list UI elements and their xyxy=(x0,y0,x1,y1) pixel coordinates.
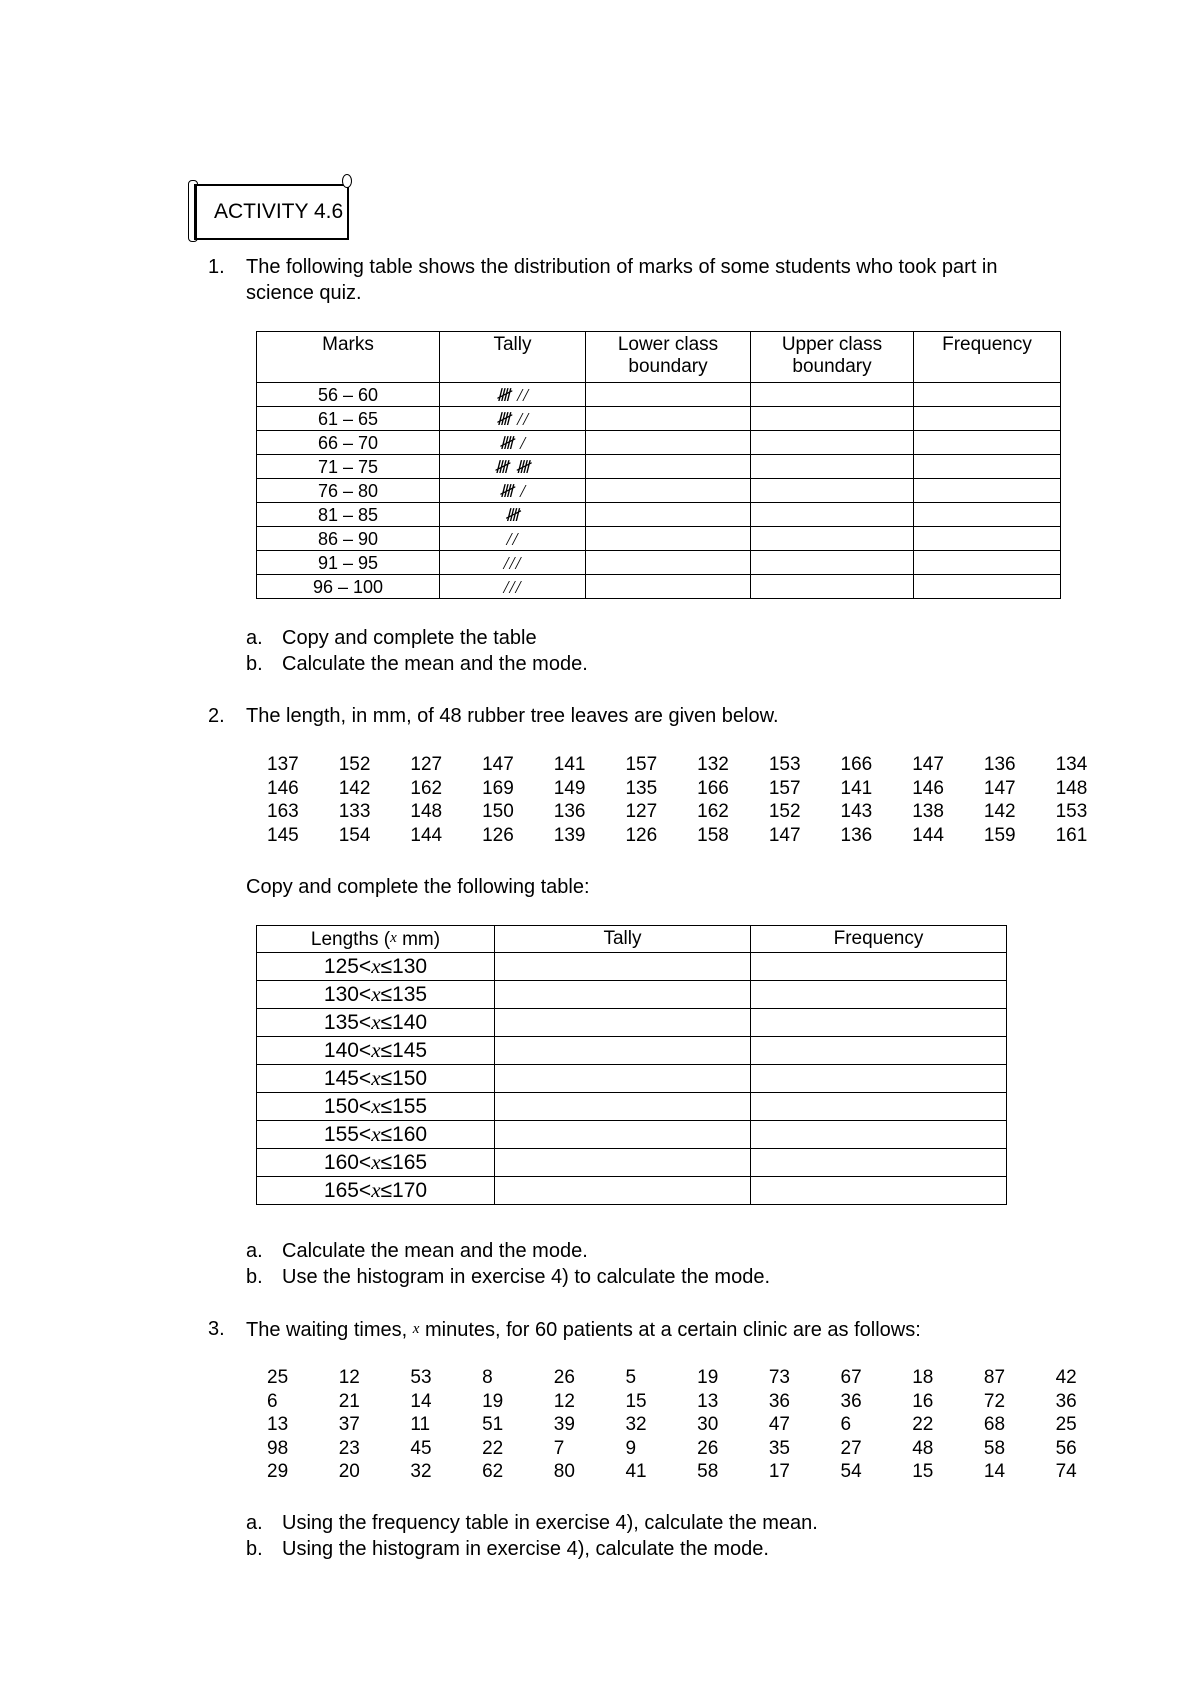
question-number: 1. xyxy=(208,256,225,278)
marks-cell: 61 – 65 xyxy=(257,407,440,431)
data-value: 15 xyxy=(625,1390,647,1412)
data-value: 73 xyxy=(768,1367,790,1388)
marks-cell: 66 – 70 xyxy=(257,431,440,455)
question-text-line1: The following table shows the distribution of marks of some students who took part in xyxy=(246,256,998,278)
data-value: 126 xyxy=(482,824,514,846)
empty-cell xyxy=(586,527,751,551)
data-value: 68 xyxy=(983,1414,1006,1435)
data-value: 169 xyxy=(482,777,514,799)
data-value: 19 xyxy=(482,1390,504,1412)
empty-cell xyxy=(751,383,914,407)
data-value: 5 xyxy=(625,1367,637,1388)
data-value: 148 xyxy=(410,801,443,822)
data-value: 150 xyxy=(482,801,514,822)
header-frequency: Frequency xyxy=(914,332,1061,383)
data-value: 29 xyxy=(267,1461,289,1482)
table-row xyxy=(257,981,1007,1009)
data-row xyxy=(267,1437,1127,1461)
data-value: 9 xyxy=(625,1437,637,1459)
empty-cell xyxy=(751,1037,1007,1065)
empty-cell xyxy=(495,1037,751,1065)
empty-cell xyxy=(751,575,914,599)
data-value: 138 xyxy=(912,801,944,822)
data-value: 6 xyxy=(840,1414,852,1435)
data-value: 127 xyxy=(625,801,658,822)
activity-banner xyxy=(188,178,354,243)
empty-cell xyxy=(751,431,914,455)
class-interval-cell: 135<x≤140 xyxy=(257,1009,495,1037)
q1-part-a xyxy=(246,625,537,651)
data-value: 166 xyxy=(840,754,873,775)
data-value: 11 xyxy=(410,1414,431,1435)
empty-cell xyxy=(751,1009,1007,1037)
data-value: 26 xyxy=(697,1437,719,1459)
data-value: 157 xyxy=(625,754,658,775)
table-row xyxy=(257,407,1061,431)
data-value: 15 xyxy=(912,1461,934,1482)
data-value: 51 xyxy=(482,1414,504,1435)
part-letter: b. xyxy=(246,653,263,675)
empty-cell xyxy=(586,455,751,479)
marks-cell: 81 – 85 xyxy=(257,503,440,527)
data-value: 14 xyxy=(983,1461,1006,1482)
table-row xyxy=(257,1149,1007,1177)
data-value: 98 xyxy=(267,1437,289,1459)
table-row xyxy=(257,479,1061,503)
table-row xyxy=(257,1009,1007,1037)
table-row xyxy=(257,551,1061,575)
marks-distribution-table xyxy=(256,331,1061,599)
empty-cell xyxy=(914,575,1061,599)
class-interval-cell: 125<x≤130 xyxy=(257,953,495,981)
part-text: Use the histogram in exercise 4) to calculate the mode. xyxy=(282,1266,771,1288)
question-2 xyxy=(208,703,1108,731)
header-lengths: Lengths (x mm) xyxy=(257,926,495,953)
header-frequency: Frequency xyxy=(751,926,1007,953)
empty-cell xyxy=(914,431,1061,455)
table-row xyxy=(257,383,1061,407)
data-value: 42 xyxy=(1055,1367,1077,1388)
data-value: 12 xyxy=(338,1367,360,1388)
data-value: 147 xyxy=(482,754,514,775)
data-value: 58 xyxy=(697,1461,719,1482)
data-value: 16 xyxy=(912,1390,934,1412)
question-3 xyxy=(208,1316,1108,1344)
data-value: 25 xyxy=(267,1367,289,1388)
data-value: 133 xyxy=(338,801,371,822)
empty-cell xyxy=(914,407,1061,431)
empty-cell xyxy=(751,479,914,503)
marks-cell: 91 – 95 xyxy=(257,551,440,575)
part-letter: a. xyxy=(246,1512,263,1534)
part-text: Using the frequency table in exercise 4), calculate the mean. xyxy=(282,1512,818,1534)
empty-cell xyxy=(751,981,1007,1009)
data-value: 166 xyxy=(697,777,729,799)
data-value: 22 xyxy=(482,1437,504,1459)
part-letter: b. xyxy=(246,1538,263,1560)
table-row xyxy=(257,455,1061,479)
tally-cell: 𝍸 𝍸 xyxy=(440,455,586,479)
class-interval-cell: 155<x≤160 xyxy=(257,1121,495,1149)
empty-cell xyxy=(586,575,751,599)
data-row xyxy=(267,1413,1127,1437)
data-value: 25 xyxy=(1055,1414,1077,1435)
data-value: 135 xyxy=(625,777,658,799)
q3-part-b xyxy=(246,1536,769,1562)
data-value: 152 xyxy=(768,801,801,822)
data-value: 139 xyxy=(553,824,586,846)
data-value: 48 xyxy=(912,1437,934,1459)
question-number: 3. xyxy=(208,1318,225,1340)
data-value: 144 xyxy=(410,824,443,846)
table-row xyxy=(257,1093,1007,1121)
data-value: 127 xyxy=(410,754,443,775)
empty-cell xyxy=(751,953,1007,981)
data-value: 13 xyxy=(697,1390,719,1412)
data-value: 53 xyxy=(410,1367,432,1388)
part-letter: b. xyxy=(246,1266,263,1288)
data-value: 143 xyxy=(840,801,873,822)
tally-cell: /// xyxy=(440,551,586,575)
table-row xyxy=(257,1037,1007,1065)
header-lower-class-boundary: Lower class boundary xyxy=(586,332,751,383)
empty-cell xyxy=(586,503,751,527)
empty-cell xyxy=(751,1121,1007,1149)
marks-cell: 76 – 80 xyxy=(257,479,440,503)
tally-cell: 𝍸 / xyxy=(440,431,586,455)
empty-cell xyxy=(751,1149,1007,1177)
waiting-time-data xyxy=(267,1366,1127,1484)
q2-part-a xyxy=(246,1238,588,1264)
question-text: The waiting times, x minutes, for 60 patients at a certain clinic are as follows: xyxy=(246,1319,921,1341)
header-tally: Tally xyxy=(495,926,751,953)
empty-cell xyxy=(751,455,914,479)
data-value: 136 xyxy=(983,754,1016,775)
class-interval-cell: 140<x≤145 xyxy=(257,1037,495,1065)
empty-cell xyxy=(751,1065,1007,1093)
data-value: 41 xyxy=(625,1461,647,1482)
data-row xyxy=(267,777,1127,801)
data-value: 157 xyxy=(768,777,801,799)
data-row xyxy=(267,1390,1127,1414)
data-value: 162 xyxy=(697,801,729,822)
q2-instruction: Copy and complete the following table: xyxy=(246,876,590,898)
data-value: 54 xyxy=(840,1461,862,1482)
part-text: Calculate the mean and the mode. xyxy=(282,653,588,675)
question-text: The length, in mm, of 48 rubber tree leaves are given below. xyxy=(246,705,779,727)
data-value: 36 xyxy=(768,1390,790,1412)
table-row xyxy=(257,431,1061,455)
data-row xyxy=(267,824,1127,848)
data-value: 161 xyxy=(1055,824,1088,846)
part-letter: a. xyxy=(246,1240,263,1262)
data-value: 23 xyxy=(338,1437,360,1459)
data-value: 136 xyxy=(553,801,586,822)
table-header-row xyxy=(257,926,1007,953)
tally-cell: // xyxy=(440,527,586,551)
header-marks: Marks xyxy=(257,332,440,383)
q2-part-b xyxy=(246,1264,770,1290)
table-row xyxy=(257,953,1007,981)
data-value: 87 xyxy=(983,1367,1006,1388)
marks-cell: 71 – 75 xyxy=(257,455,440,479)
data-value: 67 xyxy=(840,1367,862,1388)
empty-cell xyxy=(495,1177,751,1205)
data-value: 147 xyxy=(983,777,1016,799)
empty-cell xyxy=(751,407,914,431)
class-interval-cell: 130<x≤135 xyxy=(257,981,495,1009)
data-row xyxy=(267,1460,1127,1484)
data-value: 137 xyxy=(267,754,299,775)
empty-cell xyxy=(914,503,1061,527)
data-value: 152 xyxy=(338,754,371,775)
part-letter: a. xyxy=(246,627,263,649)
data-row xyxy=(267,1366,1127,1390)
data-value: 153 xyxy=(1055,801,1088,822)
marks-cell: 96 – 100 xyxy=(257,575,440,599)
data-value: 158 xyxy=(697,824,729,846)
data-value: 142 xyxy=(983,801,1016,822)
q3-part-a xyxy=(246,1510,818,1536)
scroll-roll-top xyxy=(342,174,352,188)
empty-cell xyxy=(751,551,914,575)
data-value: 141 xyxy=(553,754,586,775)
data-value: 134 xyxy=(1055,754,1088,775)
table-header-row xyxy=(257,332,1061,383)
class-interval-cell: 150<x≤155 xyxy=(257,1093,495,1121)
data-value: 27 xyxy=(840,1437,862,1459)
class-interval-cell: 165<x≤170 xyxy=(257,1177,495,1205)
data-value: 21 xyxy=(338,1390,360,1412)
header-upper-class-boundary: Upper class boundary xyxy=(751,332,914,383)
data-value: 132 xyxy=(697,754,729,775)
data-value: 145 xyxy=(267,824,299,846)
part-text: Using the histogram in exercise 4), calculate the mode. xyxy=(282,1538,769,1560)
empty-cell xyxy=(586,407,751,431)
data-value: 142 xyxy=(338,777,371,799)
empty-cell xyxy=(586,383,751,407)
data-value: 36 xyxy=(840,1390,862,1412)
empty-cell xyxy=(914,455,1061,479)
question-number: 2. xyxy=(208,705,225,727)
empty-cell xyxy=(751,527,914,551)
data-value: 153 xyxy=(768,754,801,775)
data-value: 26 xyxy=(553,1367,575,1388)
leaf-length-table xyxy=(256,925,1007,1205)
data-value: 146 xyxy=(912,777,944,799)
marks-cell: 56 – 60 xyxy=(257,383,440,407)
data-value: 37 xyxy=(338,1414,360,1435)
part-text: Calculate the mean and the mode. xyxy=(282,1240,588,1262)
data-value: 62 xyxy=(482,1461,504,1482)
tally-cell: 𝍸 // xyxy=(440,407,586,431)
data-value: 74 xyxy=(1055,1461,1077,1482)
table-row xyxy=(257,1121,1007,1149)
empty-cell xyxy=(495,1149,751,1177)
data-value: 163 xyxy=(267,801,299,822)
empty-cell xyxy=(495,953,751,981)
empty-cell xyxy=(495,1121,751,1149)
data-value: 47 xyxy=(768,1414,790,1435)
question-1 xyxy=(208,254,1108,310)
empty-cell xyxy=(914,479,1061,503)
data-value: 72 xyxy=(983,1390,1006,1412)
tally-cell: 𝍸 xyxy=(440,503,586,527)
empty-cell xyxy=(495,1009,751,1037)
empty-cell xyxy=(495,1093,751,1121)
data-value: 56 xyxy=(1055,1437,1077,1459)
data-value: 35 xyxy=(768,1437,790,1459)
marks-cell: 86 – 90 xyxy=(257,527,440,551)
data-value: 149 xyxy=(553,777,586,799)
empty-cell xyxy=(586,431,751,455)
empty-cell xyxy=(914,383,1061,407)
data-value: 14 xyxy=(410,1390,432,1412)
data-value: 136 xyxy=(840,824,873,846)
data-value: 126 xyxy=(625,824,658,846)
part-text: Copy and complete the table xyxy=(282,627,537,649)
table-row xyxy=(257,503,1061,527)
tally-cell: /// xyxy=(440,575,586,599)
data-value: 148 xyxy=(1055,777,1088,799)
data-value: 6 xyxy=(267,1390,278,1412)
data-value: 20 xyxy=(338,1461,360,1482)
data-value: 45 xyxy=(410,1437,432,1459)
table-row xyxy=(257,1065,1007,1093)
q1-part-b xyxy=(246,651,588,677)
data-value: 18 xyxy=(912,1367,934,1388)
data-value: 159 xyxy=(983,824,1016,846)
data-value: 141 xyxy=(840,777,873,799)
empty-cell xyxy=(914,527,1061,551)
empty-cell xyxy=(751,503,914,527)
data-value: 17 xyxy=(768,1461,790,1482)
data-value: 80 xyxy=(553,1461,575,1482)
empty-cell xyxy=(495,981,751,1009)
data-value: 147 xyxy=(912,754,944,775)
data-value: 39 xyxy=(553,1414,575,1435)
leaf-length-data xyxy=(267,753,1127,847)
table-row xyxy=(257,575,1061,599)
data-value: 144 xyxy=(912,824,944,846)
data-value: 12 xyxy=(553,1390,575,1412)
data-value: 7 xyxy=(553,1437,565,1459)
data-value: 146 xyxy=(267,777,299,799)
data-value: 147 xyxy=(768,824,801,846)
data-value: 32 xyxy=(410,1461,432,1482)
class-interval-cell: 160<x≤165 xyxy=(257,1149,495,1177)
table-row xyxy=(257,1177,1007,1205)
data-row xyxy=(267,753,1127,777)
data-value: 162 xyxy=(410,777,443,799)
tally-cell: 𝍸 // xyxy=(440,383,586,407)
data-row xyxy=(267,800,1127,824)
data-value: 22 xyxy=(912,1414,934,1435)
empty-cell xyxy=(914,551,1061,575)
table-row xyxy=(257,527,1061,551)
data-value: 36 xyxy=(1055,1390,1077,1412)
data-value: 58 xyxy=(983,1437,1006,1459)
data-value: 19 xyxy=(697,1367,719,1388)
data-value: 8 xyxy=(482,1367,493,1388)
empty-cell xyxy=(751,1177,1007,1205)
header-tally: Tally xyxy=(440,332,586,383)
empty-cell xyxy=(586,479,751,503)
question-text-line2: science quiz. xyxy=(246,282,362,304)
empty-cell xyxy=(751,1093,1007,1121)
data-value: 154 xyxy=(338,824,371,846)
data-value: 32 xyxy=(625,1414,647,1435)
data-value: 13 xyxy=(267,1414,289,1435)
activity-title: ACTIVITY 4.6 xyxy=(214,200,344,223)
empty-cell xyxy=(495,1065,751,1093)
tally-cell: 𝍸 / xyxy=(440,479,586,503)
empty-cell xyxy=(586,551,751,575)
data-value: 30 xyxy=(697,1414,719,1435)
class-interval-cell: 145<x≤150 xyxy=(257,1065,495,1093)
